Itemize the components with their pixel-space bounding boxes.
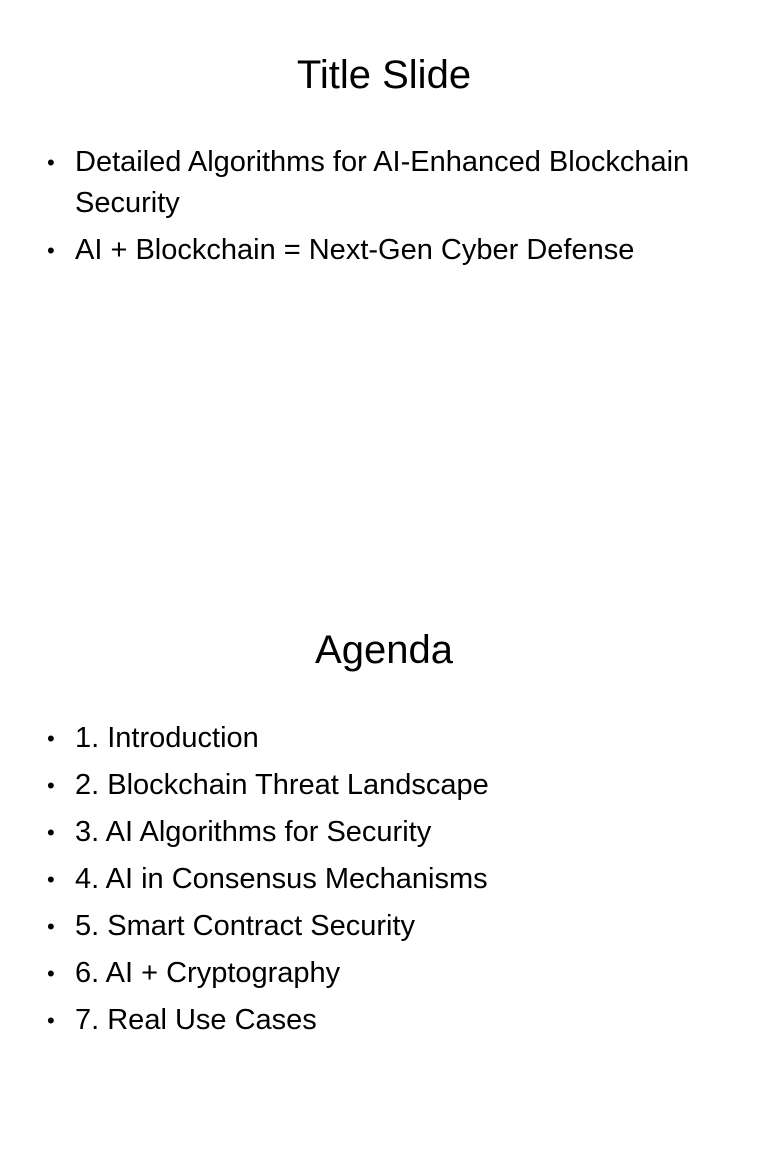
bullet-item <box>47 142 707 224</box>
agenda-item-text: 7. Real Use Cases <box>75 1004 317 1036</box>
bullet-item <box>47 230 707 271</box>
agenda-item-text: 5. Smart Contract Security <box>75 910 416 942</box>
agenda-item <box>47 718 707 759</box>
bullet-list <box>47 142 707 277</box>
bullet-icon: • <box>47 867 55 892</box>
agenda-item <box>47 906 707 947</box>
bullet-icon: • <box>47 1008 55 1033</box>
bullet-icon: • <box>47 773 55 798</box>
bullet-icon: • <box>47 961 55 986</box>
bullet-icon: • <box>47 238 55 263</box>
agenda-item <box>47 953 707 994</box>
slide-agenda <box>0 576 768 1152</box>
bullet-list <box>47 718 707 1047</box>
bullet-text: AI + Blockchain = Next-Gen Cyber Defense <box>75 234 635 266</box>
bullet-icon: • <box>47 726 55 751</box>
agenda-item <box>47 765 707 806</box>
bullet-icon: • <box>47 150 55 175</box>
agenda-item <box>47 859 707 900</box>
agenda-item-text: 6. AI + Cryptography <box>75 957 341 989</box>
agenda-item <box>47 812 707 853</box>
agenda-item-text: 2. Blockchain Threat Landscape <box>75 769 489 801</box>
bullet-text: Detailed Algorithms for AI-Enhanced Blockchain Security <box>75 146 690 219</box>
slide-title: Agenda <box>315 628 453 672</box>
agenda-item <box>47 1000 707 1041</box>
agenda-item-text: 1. Introduction <box>75 722 259 754</box>
bullet-icon: • <box>47 914 55 939</box>
agenda-item-text: 3. AI Algorithms for Security <box>75 816 432 848</box>
agenda-item-text: 4. AI in Consensus Mechanisms <box>75 863 488 895</box>
bullet-icon: • <box>47 820 55 845</box>
slide-title: Title Slide <box>296 53 472 97</box>
